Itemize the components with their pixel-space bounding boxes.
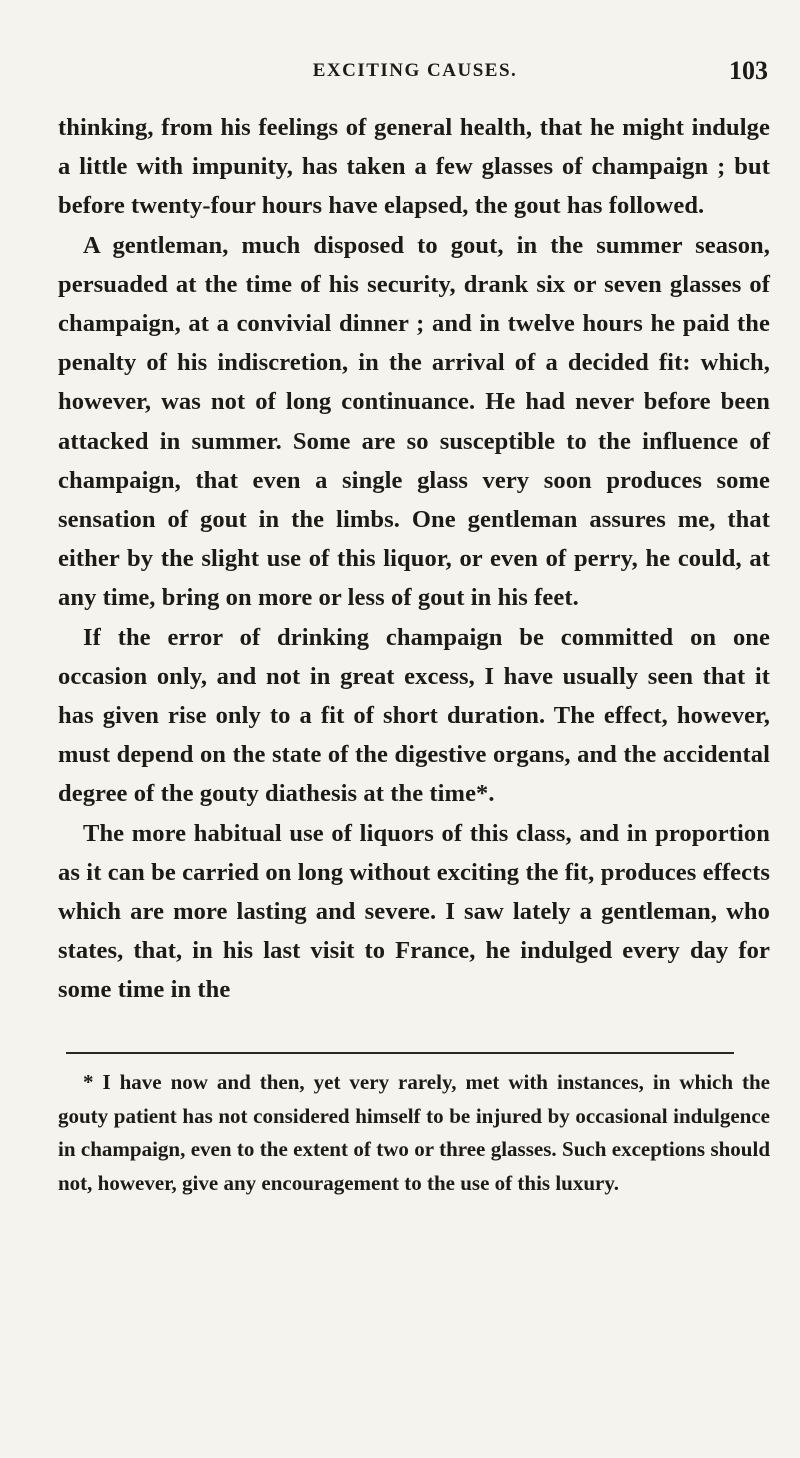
footnote: * I have now and then, yet very rarely, met with instances, in which the gouty patient has not considered himself to be injured by occasional indulgence in champaign, even to the extent of two or three glasses. Such exceptions should not, however, give any encouragement to the use of this luxury. (58, 1070, 770, 1195)
running-title: EXCITING CAUSES. (312, 60, 518, 81)
paragraph-error-of-drinking: If the error of drinking champaign be committed on one occasion only, and not in great excess, I have usually seen that it has given rise only to a fit of short duration. The effect, however, must depend on the state of the digestive organs, and the accidental degree of the gouty diathesis at the time*. (58, 623, 770, 808)
footnote-divider (66, 1052, 734, 1054)
paragraph-habitual-use: The more habitual use of liquors of this class, and in proportion as it can be carried on long without exciting the fit, produces effects which are more lasting and severe. I saw lately a gentleman, who states, that, in his last visit to France, he indulged every day for some time in the (58, 819, 770, 1004)
paragraph-gentleman-summer: A gentleman, much disposed to gout, in the summer season, persuaded at the time of his security, drank six or seven glasses of champaign, at a convivial dinner ; and in twelve hours he paid the penalty of his indiscretion, in the arrival of a decided fit: which, however, was not of long continuance. He had never before been attacked in summer. Some are so susceptible to the influence of champaign, that even a single glass very soon produces some sensation of gout in the limbs. One gentleman assures me, that either by the slight use of this liquor, or even of perry, he could, at any time, bring on more or less of gout in his feet. (58, 231, 770, 612)
body-text (58, 108, 770, 1010)
paragraph-continuation: thinking, from his feelings of general health, that he might indulge a little with impunity, has taken a few glasses of champaign ; but before twenty-four hours have elapsed, the gout has followed. (58, 114, 770, 220)
page-number: 103 (729, 56, 768, 85)
running-head (60, 56, 770, 96)
